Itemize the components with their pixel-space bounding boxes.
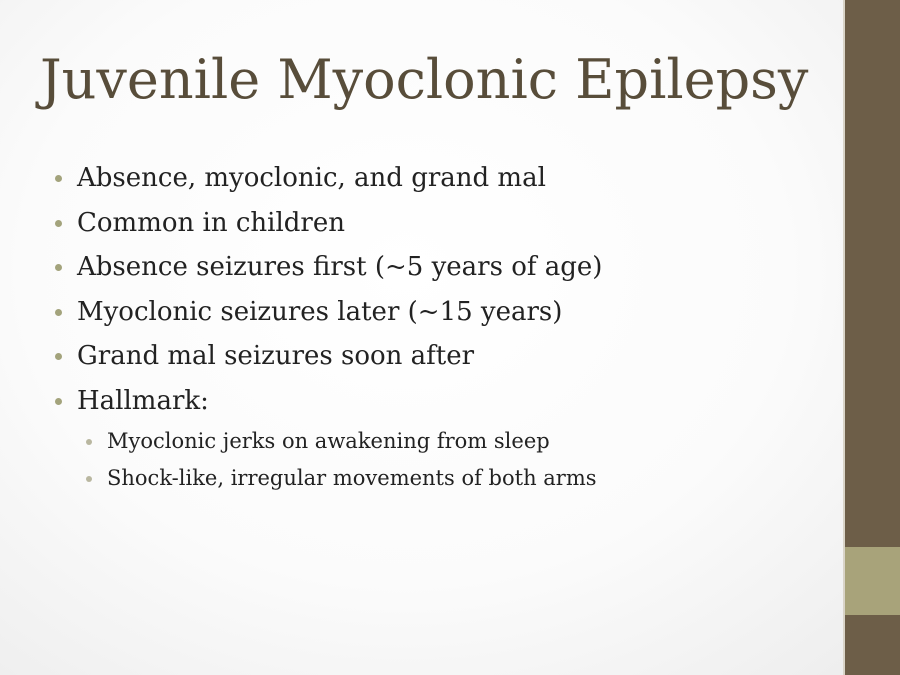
bullet-dot-icon: [55, 264, 62, 271]
bullet-list: [52, 156, 602, 497]
sub-bullet-text: Myoclonic jerks on awakening from sleep: [107, 429, 550, 453]
bullet-item: [52, 245, 602, 290]
bullet-dot-icon: [55, 175, 62, 182]
slide-title: Juvenile Myoclonic Epilepsy: [40, 48, 809, 111]
sub-bullet-item: [52, 460, 602, 497]
sub-bullet-dot-icon: [86, 476, 92, 482]
bullet-text: Absence, myoclonic, and grand mal: [77, 163, 546, 193]
bullet-text: Common in children: [77, 207, 345, 238]
side-accent-block: [845, 547, 900, 615]
sub-bullet-item: [52, 423, 602, 460]
bullet-dot-icon: [55, 398, 62, 405]
bullet-dot-icon: [55, 220, 62, 227]
sub-bullet-dot-icon: [86, 439, 92, 445]
bullet-dot-icon: [55, 309, 62, 316]
bullet-item: [52, 201, 602, 246]
bullet-dot-icon: [55, 353, 62, 360]
bullet-text: Hallmark:: [77, 385, 209, 416]
sub-bullet-text: Shock-like, irregular movements of both arms: [107, 466, 597, 490]
bullet-text: Absence seizures first (~5 years of age): [77, 252, 603, 282]
bullet-item: [52, 379, 602, 424]
bullet-item: [52, 156, 602, 201]
bullet-text: Grand mal seizures soon after: [77, 341, 475, 371]
bullet-text: Myoclonic seizures later (~15 years): [77, 296, 563, 327]
bullet-item: [52, 334, 602, 379]
bullet-item: [52, 290, 602, 335]
